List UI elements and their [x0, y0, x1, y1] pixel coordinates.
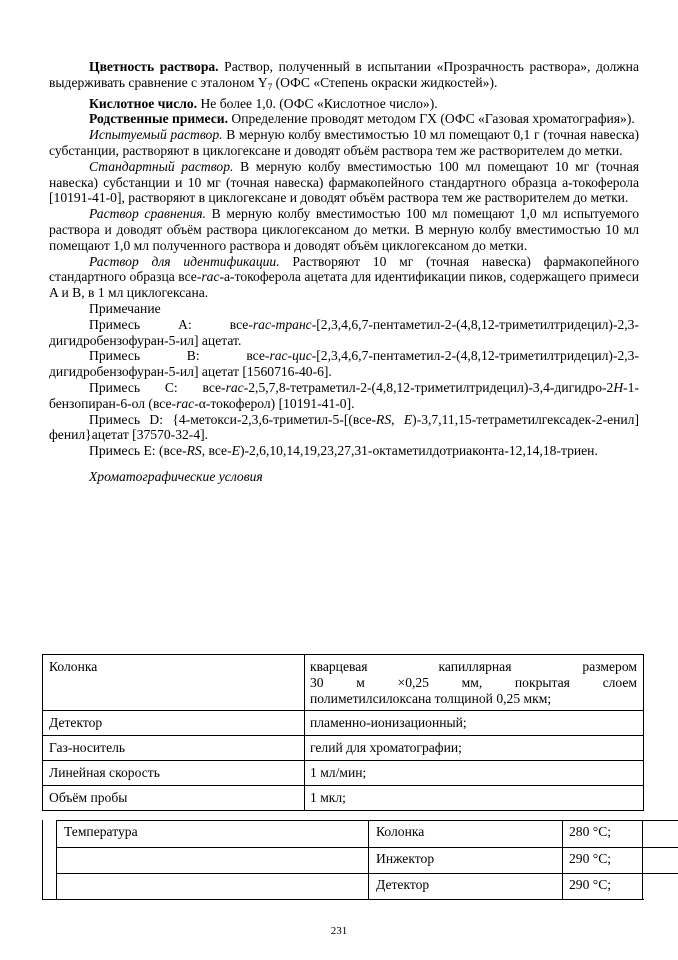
- condition-label: Газ-носитель: [43, 736, 305, 760]
- paragraph-comparison-solution: Раствор сравнения. В мерную колбу вместимостью 100 мл помещают 1,0 мл испытуемого раствора и доводят объём раствора циклогексаном до метки. В мерную колбу вместимостью 10 мл помещают 1,0 мл полученного раствора и доводят объём циклогексаном до метки.: [49, 206, 639, 253]
- label-standard-solution: Стандартный раствор.: [89, 158, 234, 174]
- condition-value: кварцевая капиллярная размером 30 м ×0,25 мм, покрытая слоем полиметилсилоксана толщиной 0,25 мкм;: [310, 659, 637, 706]
- paragraph-color: Цветность раствора. Раствор, полученный в испытании «Прозрачность раствора», должна выдерживать сравнение с эталоном $Y_7$ (ОФС «Степень окраски жидкостей»).: [49, 59, 639, 92]
- temperature-value: 290 °C;: [569, 877, 612, 892]
- label-acid: Кислотное число.: [89, 95, 198, 111]
- table-border: [42, 820, 43, 900]
- label-impurities: Родственные примеси.: [89, 111, 228, 127]
- temperature-grid: [56, 820, 678, 900]
- label-identification-solution: Раствор для идентификации.: [89, 253, 280, 269]
- page-number: 231: [330, 925, 348, 937]
- chromatographic-conditions-heading: Хроматографические условия: [89, 468, 263, 484]
- temperature-table: [42, 820, 678, 900]
- impurity-d: Примесь D: {4-метокси-2,3,6-триметил-5-[(все-RS, E)-3,7,11,15-тетраметилгексадек-2-енил] фенил}ацетат [37570-32-4].: [49, 411, 639, 443]
- temperature-label: Температура: [64, 824, 138, 839]
- table-row: [42, 786, 644, 811]
- condition-label: Объём пробы: [43, 786, 305, 810]
- document-body: [49, 59, 639, 485]
- temperature-value: 290 °C;: [569, 851, 612, 866]
- temperature-part: Детектор: [376, 877, 430, 892]
- temperature-part: Инжектор: [376, 851, 435, 866]
- table-border: [642, 820, 643, 900]
- table-row: [42, 711, 644, 736]
- condition-value: 1 мл/мин;: [310, 764, 367, 780]
- condition-value: пламенно-ионизационный;: [310, 715, 467, 731]
- label-test-solution: Испытуемый раствор.: [89, 127, 223, 143]
- note-heading: Примечание: [89, 300, 161, 316]
- temperature-part: Колонка: [376, 824, 425, 839]
- table-row: [42, 736, 644, 761]
- table-border: [56, 820, 57, 900]
- paragraph-identification-solution: Раствор для идентификации. Растворяют 10 мг (точная навеска) фармакопейного стандартного образца все-rac-a-токоферола ацетата для идентификации пиков, содержащего примеси A и B, в 1 мл циклогексана.: [49, 253, 640, 301]
- condition-value: гелий для хроматографии;: [310, 740, 462, 756]
- condition-label: Детектор: [43, 711, 305, 735]
- temperature-value: 280 °C;: [569, 824, 612, 839]
- label-color: Цветность раствора.: [89, 59, 219, 74]
- table-border: [368, 820, 369, 900]
- condition-value: 1 мкл;: [310, 789, 346, 805]
- impurity-a: Примесь А: все-rac-транс-[2,3,4,6,7-пентаметил-2-(4,8,12-триметилтридецил)-2,3-дигидробензофуран-5-ил] ацетат.: [49, 316, 639, 348]
- impurity-e: Примесь Е: (все-RS, все-E)-2,6,10,14,19,23,27,31-октаметилдотриаконта-12,14,18-триен.: [89, 443, 598, 459]
- label-comparison-solution: Раствор сравнения.: [89, 206, 206, 222]
- paragraph-impurities: Родственные примеси. Определение проводят методом ГХ (ОФС «Газовая хроматография»).: [89, 111, 635, 127]
- table-row: [42, 761, 644, 786]
- condition-label: Линейная скорость: [43, 761, 305, 785]
- conditions-table: [42, 654, 644, 811]
- paragraph-standard-solution: Стандартный раствор. В мерную колбу вместимостью 100 мл помещают 10 мг (точная навеска) субстанции и 10 мг (точная навеска) фармакопейного стандартного образца a-токоферола [10191-41-0], растворяют в циклогексане и доводят объём раствора тем же растворителем до метки.: [49, 158, 639, 206]
- condition-label: Колонка: [43, 655, 305, 710]
- impurity-c: Примесь С: все-rac-2,5,7,8-тетраметил-2-(4,8,12-триметилтридецил)-3,4-дигидро-2H-1-бензопиран-6-ол (все-rac-α-токоферол) [10191-41-0].: [49, 379, 639, 411]
- impurity-b: Примесь В: все-rac-цис-[2,3,4,6,7-пентаметил-2-(4,8,12-триметилтридецил)-2,3-дигидробензофуран-5-ил] ацетат [1560716-40-6].: [49, 348, 639, 380]
- table-row: [42, 654, 644, 711]
- paragraph-test-solution: Испытуемый раствор. В мерную колбу вместимостью 10 мл помещают 0,1 г (точная навеска) субстанции, растворяют в циклогексане и доводят объём раствора тем же растворителем до метки.: [49, 127, 640, 158]
- table-border: [562, 820, 563, 900]
- paragraph-acid: Кислотное число. Не более 1,0. (ОФС «Кислотное число»).: [89, 95, 438, 111]
